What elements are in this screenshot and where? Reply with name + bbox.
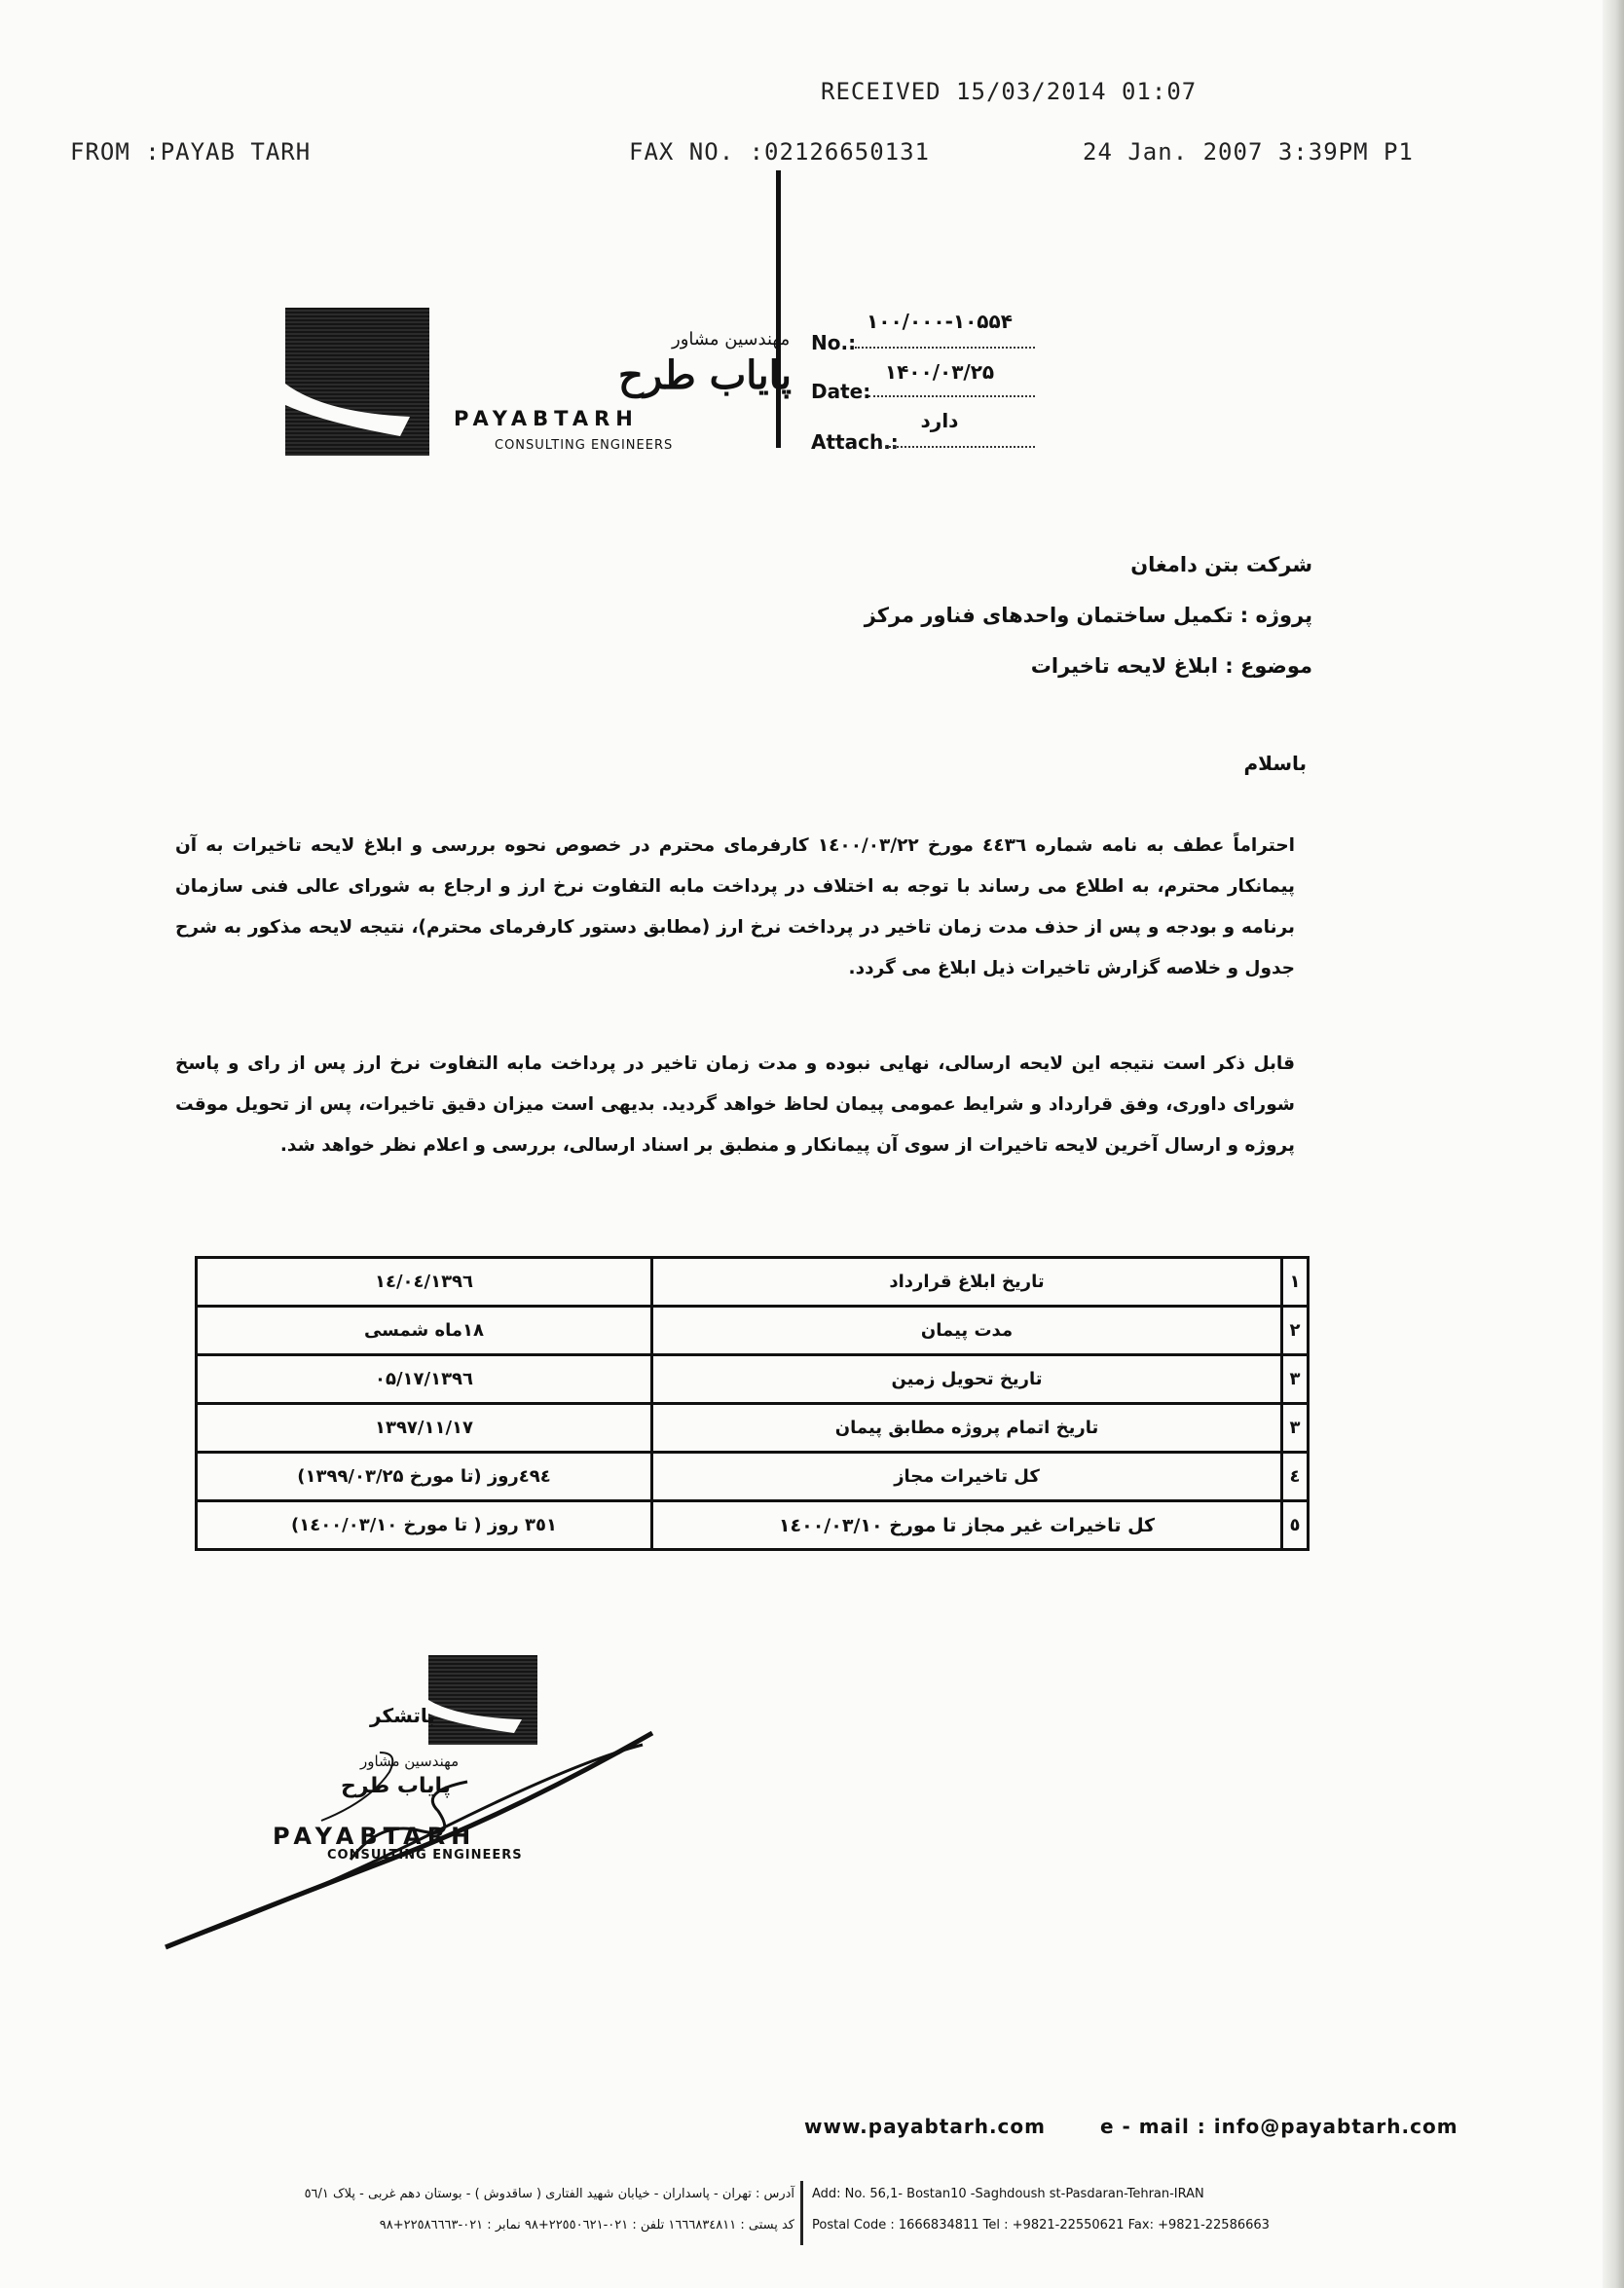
scan-edge [1603,0,1624,2288]
fax-from: FROM :PAYAB TARH [70,138,312,166]
ref-number-dotline [855,347,1035,349]
fax-received-stamp: RECEIVED 15/03/2014 01:07 [821,78,1198,105]
greeting: باسلام [1243,752,1307,775]
table-row [197,1355,1309,1404]
fax-number: FAX NO. :02126650131 [629,138,930,166]
row-number: ۲ [1282,1307,1309,1355]
row-description: تاریخ تحویل زمین [652,1355,1282,1404]
footer-address-fa: آدرس : تهران - پاسداران - خیابان شهید الفتاری ( ساقدوش ) - بوستان دهم غربی - پلاک ٥٦/۱ [304,2187,794,2201]
project-line: پروژه : تکمیل ساختمان واحدهای فناور مرکز [864,604,1312,627]
row-number: ٤ [1282,1453,1309,1501]
logo-english-name: PAYABTARH [454,407,639,430]
ref-date-label: Date: [811,380,871,403]
footer-email: e - mail : info@payabtarh.com [1100,2115,1458,2138]
body-paragraph-1: احتراماً عطف به نامه شماره ٤٤٣٦ مورخ ۱٤۰۰/۰۳/۲۲ کارفرمای محترم در خصوص نحوه بررسی و ابلاغ لایحه تاخیرات به آن پیمانکار محترم، به اطلاع می رساند با توجه به اختلاف در پرداخت مابه التفاوت نرخ ارز و ارجاع به شورای عالی فنی سازمان برنامه و بودجه و پس از حذف مدت زمان تاخیر در پرداخت نرخ ارز (مطابق دستور کارفرمای محترم)، نتیجه لایحه مذکور به شرح جدول و خلاصه گزارش تاخیرات ذیل ابلاغ می گردد. [175,835,1295,978]
table-row [197,1501,1309,1550]
footer-address-en: Add: No. 56,1- Bostan10 -Saghdoush st-Pasdaran-Tehran-IRAN [812,2187,1204,2201]
row-number: ۳ [1282,1404,1309,1453]
fax-divider [776,170,781,448]
row-number: ٥ [1282,1501,1309,1550]
row-value: ۱۳۹۷/۱۱/۱۷ [197,1404,652,1453]
row-value: ۳٥۱ روز ( تا مورخ ۱٤۰۰/۰۳/۱۰) [197,1501,652,1550]
footer-postal-fa: کد پستی : ۱٦٦٦۸۳٤۸۱۱ تلفن : ۰۲۱-۲۲٥٥۰٦۲۱+۹۸ نمابر : ۰۲۱-۲۲٥۸٦٦٦۳+۹۸ [379,2218,794,2233]
company-logo-mark [285,308,429,456]
body-paragraph-2: قابل ذکر است نتیجه این لایحه ارسالی، نهایی نبوده و مدت زمان تاخیر در پرداخت مابه التفاوت نرخ ارز پس از رای و پاسخ شورای داوری، وفق قرارداد و شرایط عمومی پیمان لحاظ خواهد گردید. بدیهی است میزان دقیق تاخیرات، پس از تحویل موقت پروژه و ارسال آخرین لایحه تاخیرات از سوی آن پیمانکار و منطبق بر اسناد ارسالی، بررسی و اعلام نظر خواهد شد. [175,1053,1295,1156]
fax-datetime: 24 Jan. 2007 3:39PM P1 [1083,138,1414,166]
row-value: ۱۸ماه شمسی [197,1307,652,1355]
row-description: کل تاخیرات غیر مجاز تا مورخ ۱٤۰۰/۰۳/۱۰ [652,1501,1282,1550]
table-row [197,1453,1309,1501]
row-number: ۱ [1282,1258,1309,1307]
handwritten-signature [146,1714,672,1967]
stamp-persian-subtitle: مهندسین مشاور [360,1753,460,1770]
logo-persian-subtitle: مهندسین مشاور [672,329,791,350]
row-description: تاریخ ابلاغ قرارداد [652,1258,1282,1307]
logo-english-subtitle: CONSULTING ENGINEERS [495,438,674,453]
row-description: مدت پیمان [652,1307,1282,1355]
row-description: تاریخ اتمام پروژه مطابق پیمان [652,1404,1282,1453]
addressee-company: شرکت بتن دامغان [1130,553,1312,576]
stamp-english-name: PAYABTARH [273,1823,477,1850]
ref-attach-dotline [880,446,1035,448]
row-number: ۳ [1282,1355,1309,1404]
thanks-text: باتشکر [370,1704,435,1727]
ref-date-value: ۱۴۰۰/۰۳/۲۵ [884,360,995,384]
ref-number-label: No.: [811,331,857,354]
logo-wave-icon [285,308,429,456]
stamp-persian-name: پایاب طرح [341,1774,452,1798]
logo-persian-name: پایاب طرح [618,352,792,398]
row-value: ۱۳۹٦/۰٤/۱٤ [197,1258,652,1307]
ref-date-dotline [868,395,1035,397]
footer-website: www.payabtarh.com [804,2115,1046,2138]
row-value: ٤۹٤روز (تا مورخ ۱۳۹۹/۰۳/۲۵) [197,1453,652,1501]
stamp-english-subtitle: CONSULTING ENGINEERS [327,1848,523,1863]
delays-summary-table [195,1256,1310,1551]
table-row [197,1258,1309,1307]
subject-line: موضوع : ابلاغ لایحه تاخیرات [1030,654,1312,678]
ref-number-value: ۱۰۰/۰۰۰-۱۰۵۵۴ [867,310,1013,333]
table-row [197,1307,1309,1355]
footer-postal-en: Postal Code : 1666834811 Tel : +9821-22550621 Fax: +9821-22586663 [812,2218,1270,2233]
ref-attach-value: دارد [920,409,959,432]
row-description: کل تاخیرات مجاز [652,1453,1282,1501]
ref-attach-label: Attach.: [811,430,899,454]
row-value: ۱۳۹٦/۰۵/۱۷ [197,1355,652,1404]
footer-divider [800,2181,803,2245]
table-row [197,1404,1309,1453]
